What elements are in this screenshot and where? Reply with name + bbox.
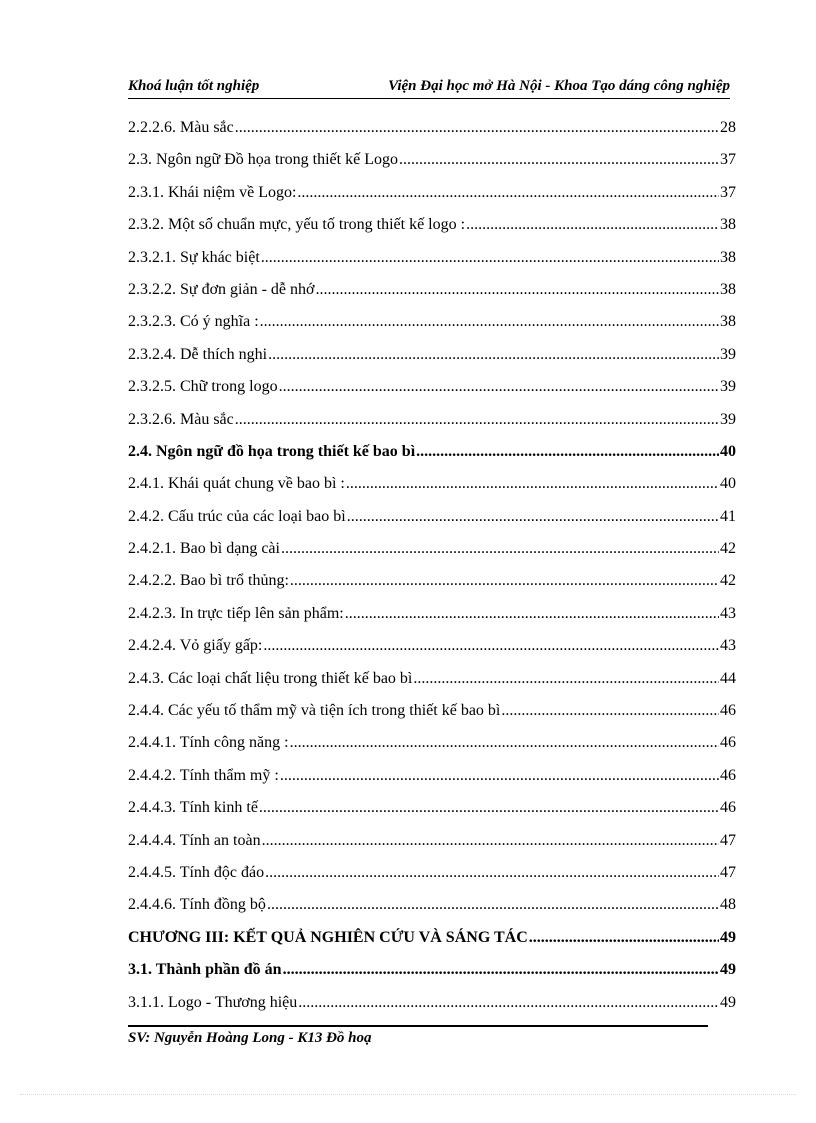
toc-entry-title: 2.4.2. Cấu trúc của các loại bao bì: [128, 507, 346, 525]
toc-entry-title: 2.2.2.6. Màu sắc: [128, 119, 234, 136]
toc-entry-page: 28: [720, 119, 736, 136]
page-footer: SV: Nguyễn Hoàng Long - K13 Đồ hoạ: [128, 1030, 372, 1046]
toc-entry-page: 38: [720, 280, 736, 298]
toc-entry-title: 2.4.4.4. Tính an toàn: [128, 831, 261, 849]
toc-dot-leader: [290, 727, 719, 759]
toc-entry-title: 2.4.4.6. Tính đồng bộ: [128, 896, 266, 914]
toc-entry-title: 3.1.1. Logo - Thương hiệu: [128, 993, 298, 1011]
toc-entry-title: 2.4.4.1. Tính công năng :: [128, 734, 289, 752]
toc-entry-page: 42: [720, 572, 736, 590]
toc-entry[interactable]: [128, 209, 736, 241]
toc-entry[interactable]: [128, 760, 736, 792]
toc-entry-page: 46: [720, 799, 736, 817]
toc-entry[interactable]: [128, 242, 736, 274]
toc-entry[interactable]: [128, 792, 736, 824]
toc-entry[interactable]: [128, 468, 736, 500]
page-bottom-divider: [20, 1094, 796, 1095]
toc-entry-page: 38: [720, 216, 736, 234]
page-header: [128, 76, 730, 99]
toc-entry-title: 2.3.1. Khái niệm về Logo:: [128, 183, 297, 201]
toc-dot-leader: [345, 598, 719, 630]
toc-dot-leader: [416, 436, 719, 468]
toc-dot-leader: [501, 695, 719, 727]
toc-entry-title: 2.3.2.3. Có ý nghĩa :: [128, 313, 259, 331]
toc-entry[interactable]: [128, 889, 736, 921]
toc-entry-title: 2.3.2.1. Sự khác biệt: [128, 248, 260, 266]
toc-dot-leader: [235, 112, 719, 144]
toc-dot-leader: [466, 209, 719, 241]
toc-dot-leader: [265, 857, 719, 889]
toc-entry-page: 38: [720, 248, 736, 266]
toc-entry-page: 43: [720, 604, 736, 622]
toc-entry-title: 2.4.4.3. Tính kinh tế: [128, 799, 258, 817]
toc-entry-title: 2.4.4.5. Tính độc đáo: [128, 863, 265, 881]
toc-dot-leader: [262, 825, 719, 857]
toc-entry-title: 3.1. Thành phần đồ án: [128, 961, 282, 979]
toc-entry[interactable]: [128, 565, 736, 597]
toc-entry-title: 2.4. Ngôn ngữ đồ họa trong thiết kế bao bì: [128, 442, 416, 460]
toc-dot-leader: [297, 177, 719, 209]
toc-entry-page: 49: [720, 993, 736, 1011]
toc-entry[interactable]: [128, 436, 736, 468]
toc-entry[interactable]: [128, 727, 736, 759]
toc-entry[interactable]: [128, 306, 736, 338]
toc-dot-leader: [260, 306, 719, 338]
toc-dot-leader: [290, 565, 719, 597]
toc-entry-title: 2.3.2.2. Sự đơn giản - dễ nhớ: [128, 280, 315, 298]
toc-dot-leader: [315, 274, 719, 306]
toc-entry-title: 2.4.4.2. Tính thẩm mỹ :: [128, 766, 279, 784]
toc-entry-title: 2.4.2.2. Bao bì trổ thủng:: [128, 572, 289, 590]
toc-entry-page: 43: [720, 637, 736, 655]
toc-dot-leader: [281, 533, 719, 565]
toc-entry-title: 2.4.1. Khái quát chung về bao bì :: [128, 475, 345, 493]
toc-entry-page: 41: [720, 507, 736, 525]
toc-entry[interactable]: [128, 144, 736, 176]
toc-entry-page: 44: [720, 669, 736, 687]
toc-entry-page: 47: [720, 831, 736, 849]
toc-entry[interactable]: [128, 954, 736, 986]
toc-entry[interactable]: [128, 533, 736, 565]
toc-entry[interactable]: [128, 987, 736, 1019]
toc-entry-page: 48: [720, 896, 736, 914]
toc-dot-leader: [529, 922, 719, 954]
toc-dot-leader: [399, 144, 719, 176]
toc-entry-page: 39: [720, 378, 736, 396]
toc-dot-leader: [413, 663, 719, 695]
toc-entry-page: 40: [720, 475, 736, 493]
toc-entry-page: 49: [720, 928, 736, 946]
toc-entry-page: 37: [720, 151, 736, 169]
toc-entry-title: 2.4.2.4. Vỏ giấy gấp:: [128, 637, 263, 655]
toc-entry-title: 2.3.2.5. Chữ trong logo: [128, 378, 278, 396]
toc-entry-title: 2.3.2.4. Dễ thích nghi: [128, 345, 268, 363]
toc-entry-title: 2.4.4. Các yếu tố thẩm mỹ và tiện ích trong thiết kế bao bì: [128, 702, 501, 720]
toc-dot-leader: [280, 760, 719, 792]
toc-dot-leader: [259, 792, 719, 824]
toc-entry[interactable]: [128, 371, 736, 403]
toc-entry-page: 39: [720, 410, 736, 428]
toc-entry[interactable]: [128, 501, 736, 533]
toc-entry-page: 40: [720, 442, 736, 460]
table-of-contents: [128, 112, 736, 1019]
toc-entry[interactable]: [128, 177, 736, 209]
toc-entry-page: 46: [720, 734, 736, 752]
toc-entry-page: 39: [720, 345, 736, 363]
toc-dot-leader: [261, 242, 719, 274]
toc-dot-leader: [283, 954, 719, 986]
toc-entry[interactable]: [128, 274, 736, 306]
toc-entry[interactable]: [128, 112, 736, 144]
toc-entry-title: 2.3. Ngôn ngữ Đồ họa trong thiết kế Logo: [128, 151, 398, 169]
toc-entry[interactable]: [128, 695, 736, 727]
header-right-title: Viện Đại học mở Hà Nội - Khoa Tạo dáng công nghiệp: [388, 78, 730, 94]
toc-entry-page: 46: [720, 766, 736, 784]
toc-entry[interactable]: [128, 404, 736, 436]
toc-dot-leader: [298, 987, 719, 1019]
toc-entry-title: 2.4.3. Các loại chất liệu trong thiết kế bao bì: [128, 669, 413, 687]
toc-entry-page: 49: [720, 961, 736, 979]
toc-dot-leader: [235, 404, 719, 436]
toc-dot-leader: [263, 630, 719, 662]
toc-dot-leader: [346, 468, 719, 500]
toc-entry-title: CHƯƠNG III: KẾT QUẢ NGHIÊN CỨU VÀ SÁNG TÁC: [128, 928, 528, 946]
toc-entry[interactable]: [128, 630, 736, 662]
toc-entry-title: 2.4.2.3. In trực tiếp lên sản phẩm:: [128, 604, 344, 622]
toc-entry[interactable]: [128, 339, 736, 371]
toc-entry[interactable]: [128, 598, 736, 630]
toc-dot-leader: [268, 339, 719, 371]
toc-entry[interactable]: [128, 922, 736, 954]
toc-entry-title: 2.3.2.6. Màu sắc: [128, 410, 234, 428]
toc-entry-page: 46: [720, 702, 736, 720]
toc-entry-page: 47: [720, 863, 736, 881]
toc-entry-title: 2.4.2.1. Bao bì dạng cài: [128, 540, 280, 558]
toc-entry-page: 38: [720, 313, 736, 331]
toc-entry[interactable]: [128, 663, 736, 695]
toc-entry-page: 42: [720, 540, 736, 558]
toc-dot-leader: [347, 501, 719, 533]
toc-entry-page: 37: [720, 183, 736, 201]
footer-divider: [128, 1025, 708, 1027]
toc-entry-title: 2.3.2. Một số chuẩn mực, yếu tố trong thiết kế logo :: [128, 216, 466, 234]
toc-entry[interactable]: [128, 825, 736, 857]
toc-dot-leader: [279, 371, 719, 403]
toc-dot-leader: [267, 889, 719, 921]
toc-entry[interactable]: [128, 857, 736, 889]
header-left-title: Khoá luận tốt nghiệp: [128, 78, 260, 94]
